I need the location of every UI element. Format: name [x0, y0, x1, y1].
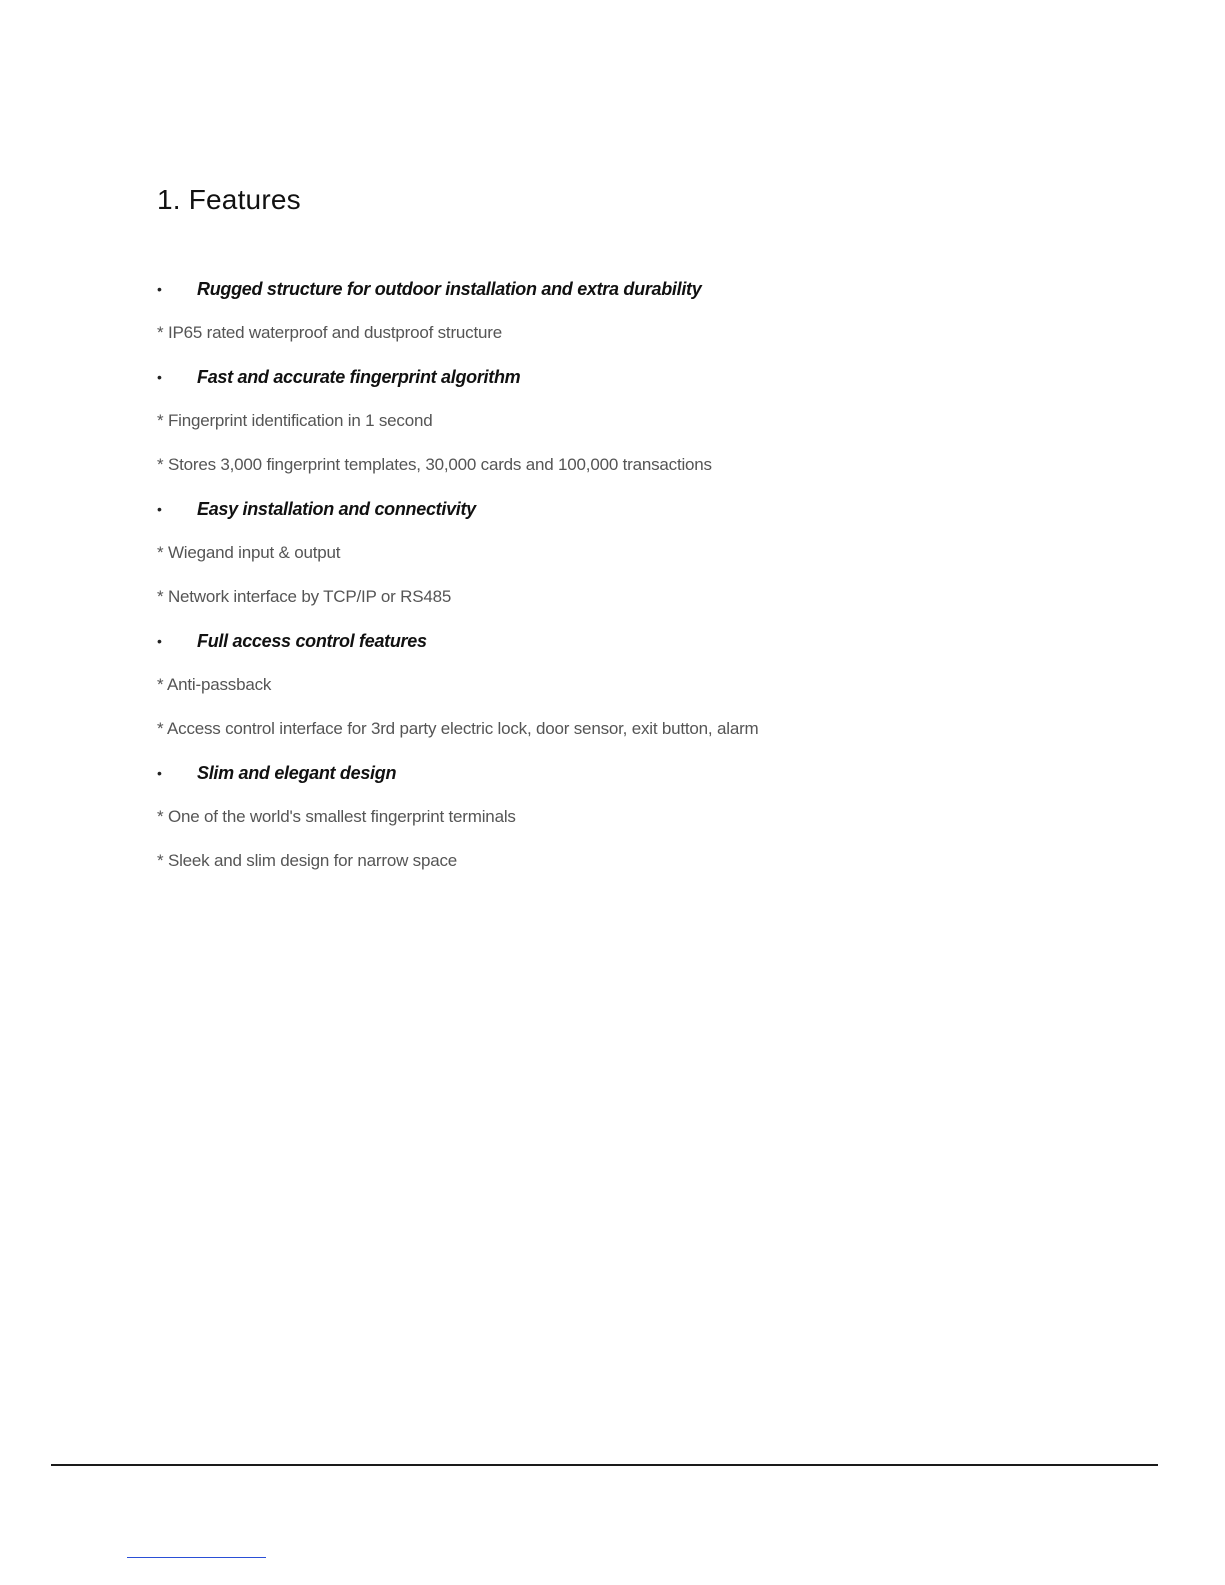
feature-heading-text: Rugged structure for outdoor installation and extra durability	[197, 279, 702, 299]
feature-detail-text: * IP65 rated waterproof and dustproof structure	[157, 323, 502, 342]
feature-heading	[157, 276, 1057, 320]
feature-heading	[157, 628, 1057, 672]
feature-detail-text: * Wiegand input & output	[157, 543, 341, 562]
feature-detail	[157, 848, 1057, 892]
feature-detail-text: * One of the world's smallest fingerprint terminals	[157, 807, 516, 826]
feature-detail-text: * Network interface by TCP/IP or RS485	[157, 587, 452, 606]
footer-link-underline[interactable]	[127, 1557, 266, 1558]
feature-heading	[157, 496, 1057, 540]
feature-detail	[157, 584, 1057, 628]
feature-detail-text: * Fingerprint identification in 1 second	[157, 411, 433, 430]
feature-heading-text: Easy installation and connectivity	[197, 499, 476, 519]
feature-heading-text: Fast and accurate fingerprint algorithm	[197, 367, 521, 387]
feature-detail	[157, 452, 1057, 496]
feature-detail	[157, 540, 1057, 584]
feature-detail-text: * Access control interface for 3rd party electric lock, door sensor, exit button, alarm	[157, 719, 759, 738]
feature-detail-text: * Anti-passback	[157, 675, 272, 694]
feature-detail	[157, 804, 1057, 848]
bullet-icon: •	[157, 633, 162, 649]
feature-list	[157, 276, 1057, 892]
feature-detail	[157, 408, 1057, 452]
bullet-icon: •	[157, 765, 162, 781]
feature-detail	[157, 716, 1057, 760]
feature-heading	[157, 364, 1057, 408]
bullet-icon: •	[157, 281, 162, 297]
bullet-icon: •	[157, 501, 162, 517]
feature-detail-text: * Stores 3,000 fingerprint templates, 30,000 cards and 100,000 transactions	[157, 455, 712, 474]
feature-heading-text: Slim and elegant design	[197, 763, 397, 783]
page-title: 1. Features	[157, 184, 301, 215]
feature-heading-text: Full access control features	[197, 631, 427, 651]
feature-detail	[157, 320, 1057, 364]
feature-heading	[157, 760, 1057, 804]
footer-divider	[51, 1464, 1158, 1466]
bullet-icon: •	[157, 369, 162, 385]
feature-detail-text: * Sleek and slim design for narrow space	[157, 851, 458, 870]
feature-detail	[157, 672, 1057, 716]
